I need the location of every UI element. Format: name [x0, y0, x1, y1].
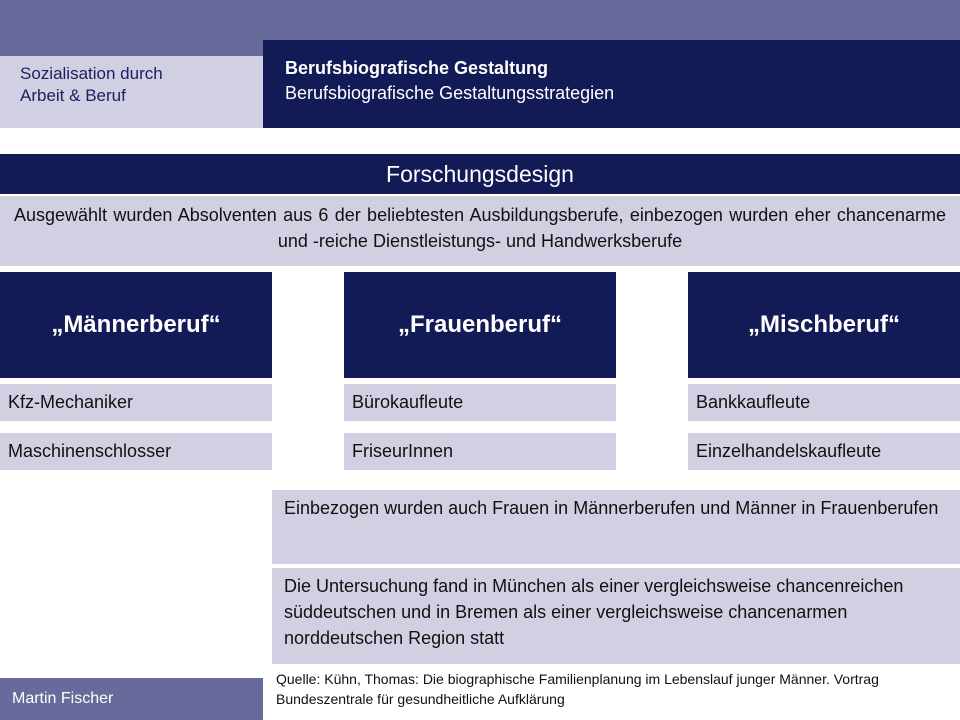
course-label-line1: Sozialisation durch [20, 64, 163, 83]
category-header-maennerberuf: „Männerberuf“ [0, 272, 272, 378]
category-item: Bürokaufleute [344, 384, 616, 421]
slide-title: Berufsbiografische Gestaltung [285, 58, 549, 78]
author-name: Martin Fischer [0, 678, 263, 720]
course-label-line2: Arbeit & Beruf [20, 86, 126, 105]
intro-text: Ausgewählt wurden Absolventen aus 6 der beliebtesten Ausbildungsberufe, einbezogen wurden eher chancenarme und -reiche Dienstleistungs- und Handwerksberufe [0, 196, 960, 266]
category-item: Kfz-Mechaniker [0, 384, 272, 421]
note-regions: Die Untersuchung fand in München als einer vergleichsweise chancenreichen süddeutschen und in Bremen als einer vergleichsweise chancenarmen norddeutschen Region statt [272, 568, 960, 664]
category-header-frauenberuf: „Frauenberuf“ [344, 272, 616, 378]
category-item: Maschinenschlosser [0, 433, 272, 470]
category-header-mischberuf: „Mischberuf“ [688, 272, 960, 378]
category-item: Einzelhandelskaufleute [688, 433, 960, 470]
slide-header [263, 40, 960, 128]
category-item: FriseurInnen [344, 433, 616, 470]
section-title: Forschungsdesign [0, 154, 960, 194]
category-item: Bankkaufleute [688, 384, 960, 421]
note-gender-mix: Einbezogen wurden auch Frauen in Männerberufen und Männer in Frauenberufen [272, 490, 960, 564]
slide-subtitle: Berufsbiografische Gestaltungsstrategien [285, 83, 615, 103]
course-label [0, 56, 263, 128]
source-citation: Quelle: Kühn, Thomas: Die biographische Familienplanung im Lebenslauf junger Männer. Vortrag Bundeszentrale für gesundheitliche Aufklärung [276, 671, 879, 707]
